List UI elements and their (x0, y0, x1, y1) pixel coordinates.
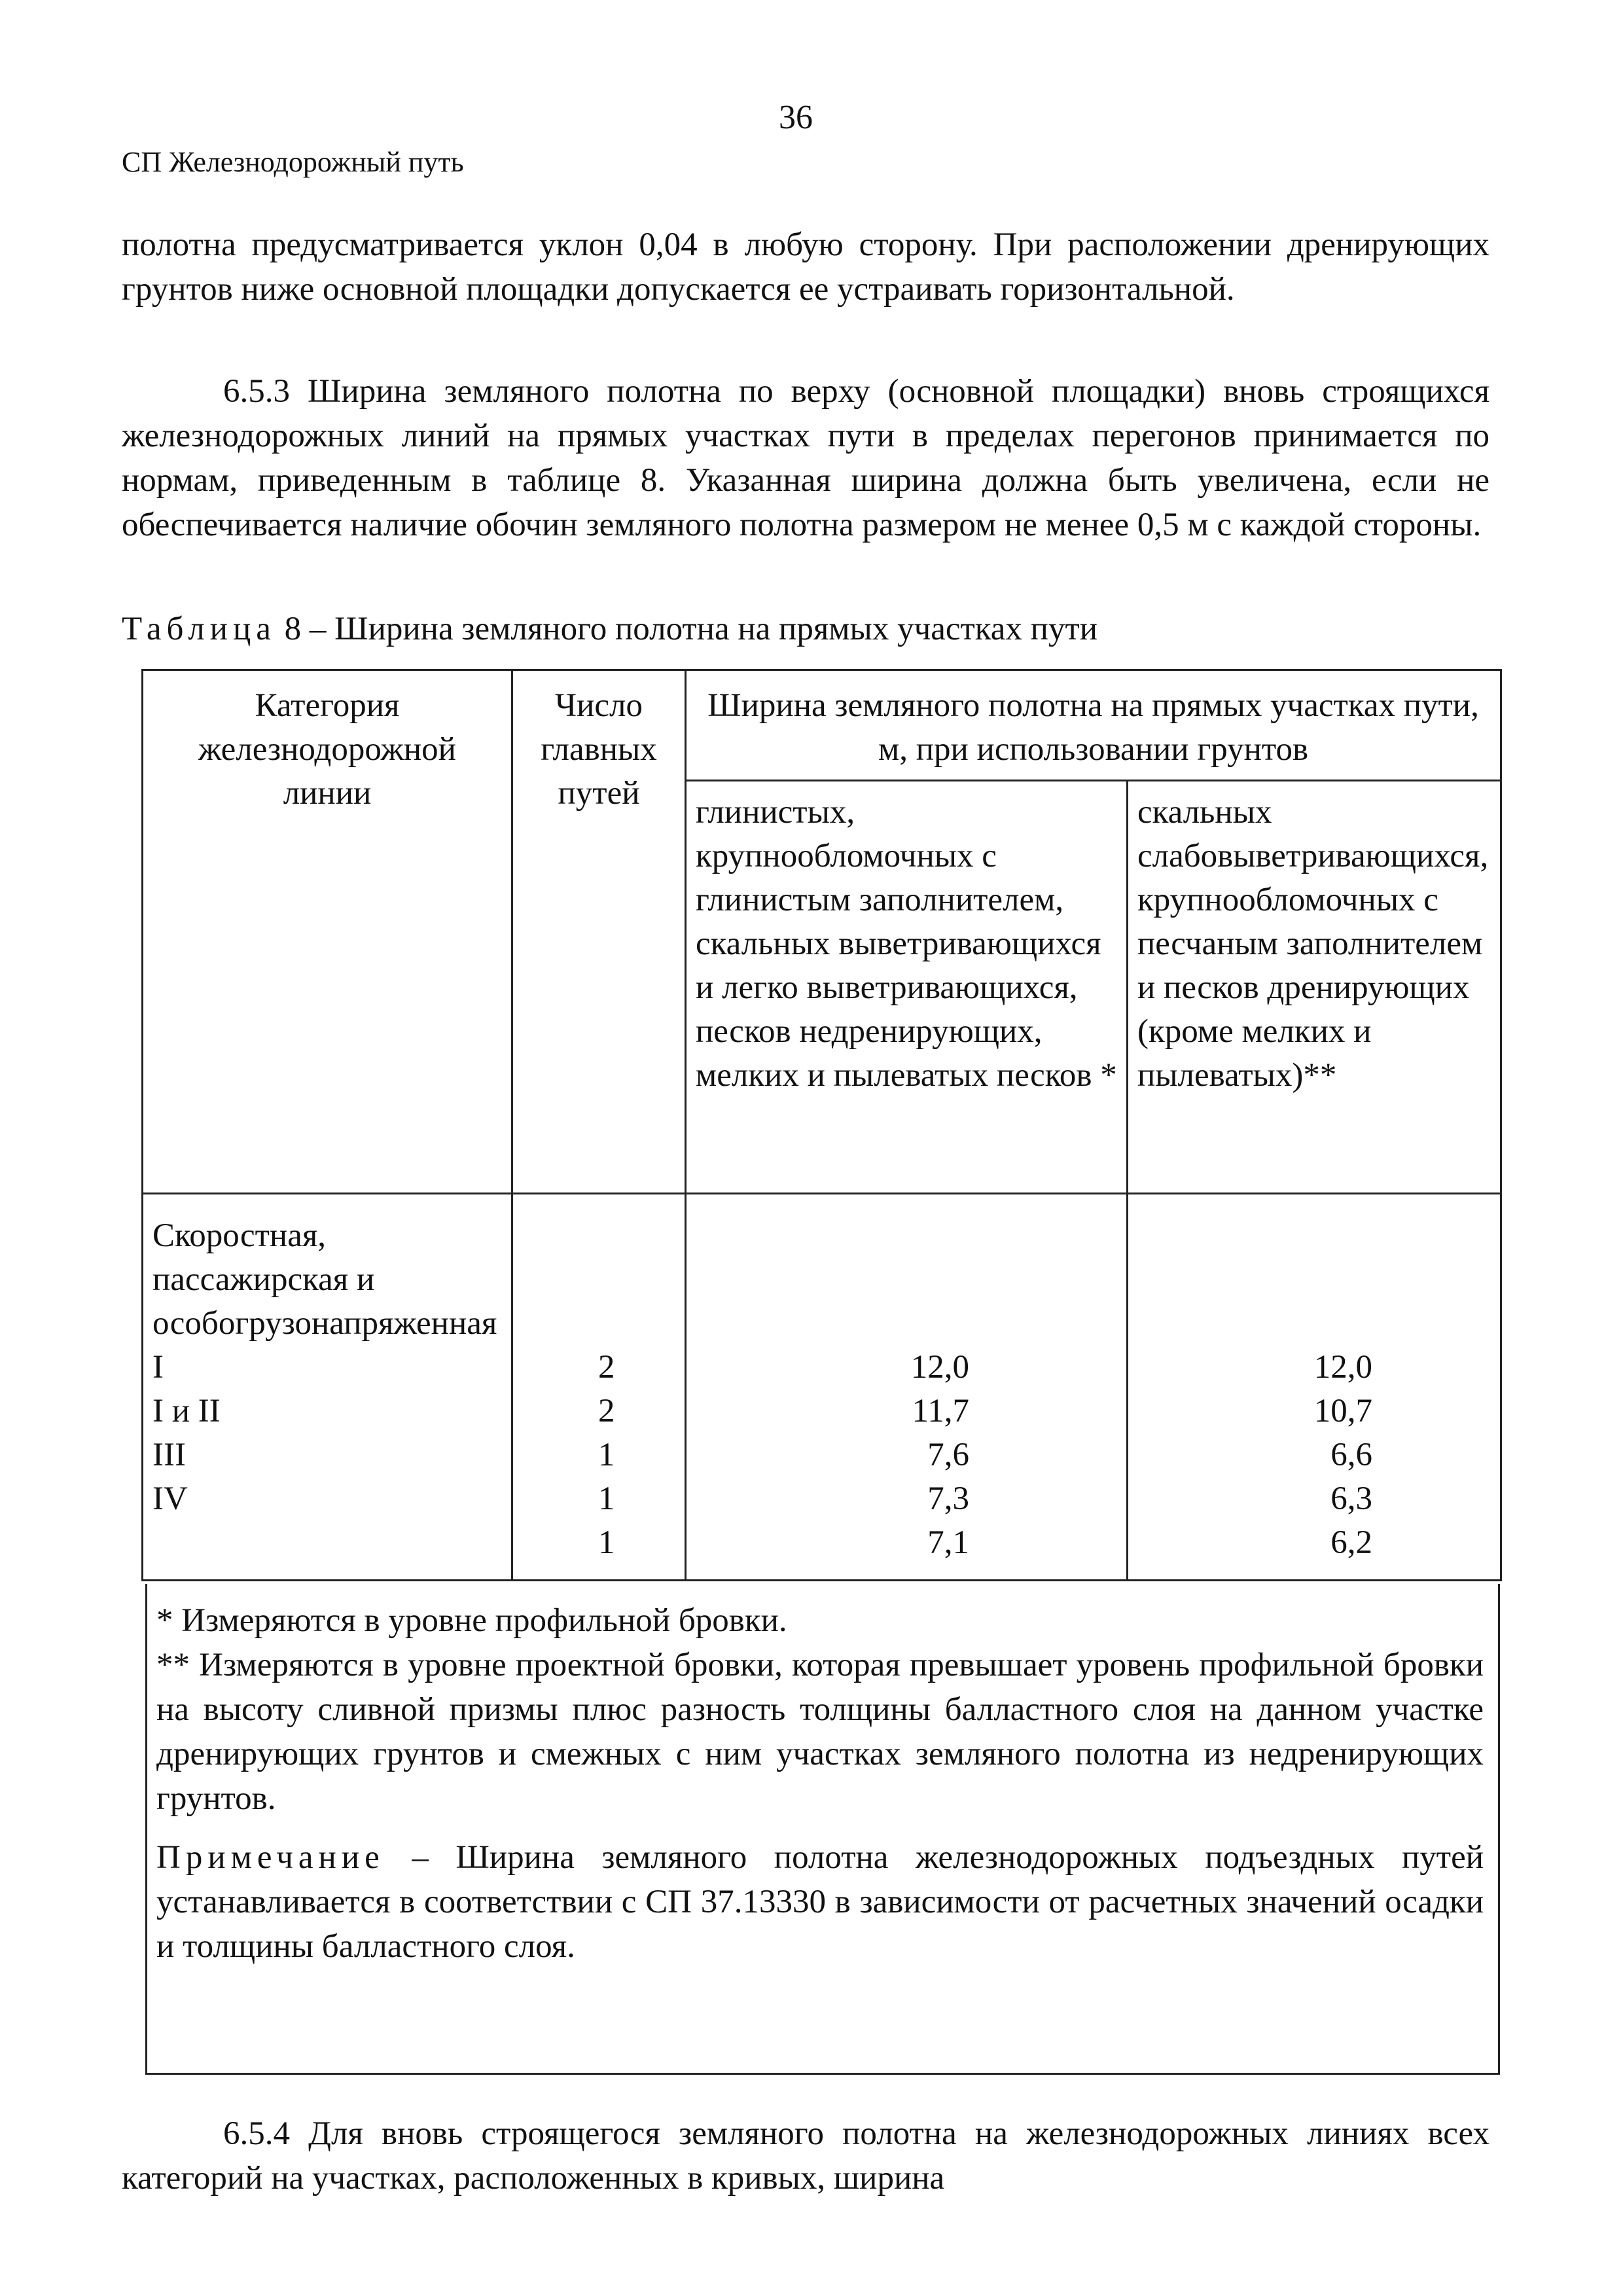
table-data-row (143, 1194, 1501, 1581)
header-width-group: Ширина земляного полотна на прямых участках пути, м, при использовании грунтов (686, 670, 1501, 781)
clay-width-cell: 7,1 (927, 1524, 969, 1561)
category-cell: I и II (152, 1393, 221, 1429)
note-text: – Ширина земляного полотна железнодорожных подъездных путей устанавливается в соответствии с СП 37.13330 в зависимости от расчетных значений осадки и толщины балластного слоя. (156, 1839, 1484, 1965)
header-rock-soils: скальных слабовыветривающихся, крупнообломочных с песчаным заполнителем и песков дренирующих (кроме мелких и пылеватых)** (1128, 781, 1501, 1194)
category-cell: Скоростная, пассажирская и особогрузонапряженная (152, 1217, 497, 1342)
header-clay-soils: глинистых, крупнообломочных с глинистым заполнителем, скальных выветривающихся и легко выветривающихся, песков недренирующих, мелких и пылеватых песков * (686, 781, 1128, 1194)
table-notes (145, 1584, 1500, 2075)
page-number: 36 (779, 99, 813, 136)
category-column (143, 1194, 512, 1581)
footnote-double-star: ** Измеряются в уровне проектной бровки, которая превышает уровень профильной бровки на высоту сливной призмы плюс разность толщины балластного слоя на данном участке дренирующих грунтов и смежных с ним участках земляного полотна из недренирующих грунтов. (156, 1647, 1484, 1817)
table-caption-label: Таблица (122, 611, 276, 647)
tracks-column (512, 1194, 686, 1581)
clay-width-cell: 12,0 (910, 1349, 969, 1386)
intro-paragraph: полотна предусматривается уклон 0,04 в любую сторону. При расположении дренирующих грунтов ниже основной площадки допускается ее устраивать горизонтальной. (122, 226, 1489, 308)
rock-width-column (1128, 1194, 1501, 1581)
note-label: Примечание (156, 1839, 385, 1876)
running-header: СП Железнодорожный путь (122, 146, 464, 178)
rock-width-cell: 6,6 (1330, 1437, 1372, 1473)
clay-width-cell: 11,7 (912, 1393, 969, 1429)
paragraph-6-5-4: 6.5.4 Для вновь строящегося земляного полотна на железнодорожных линиях всех категорий на участках, расположенных в кривых, ширина (122, 2115, 1489, 2197)
category-cell: IV (152, 1480, 188, 1517)
tracks-cell: 1 (598, 1524, 615, 1561)
category-cell: III (152, 1437, 186, 1473)
header-category: Категория железнодорожной линии (143, 670, 512, 1194)
width-table (141, 669, 1502, 1581)
tracks-cell: 2 (598, 1393, 615, 1429)
rock-width-cell: 6,2 (1330, 1524, 1372, 1561)
table-header-row (143, 670, 1501, 781)
table-caption-text: 8 – Ширина земляного полотна на прямых участках пути (284, 611, 1098, 647)
clay-width-column (686, 1194, 1128, 1581)
clay-width-cell: 7,6 (927, 1437, 969, 1473)
rock-width-cell: 6,3 (1330, 1480, 1372, 1517)
tracks-cell: 1 (598, 1480, 615, 1517)
footnote-single-star: * Измеряются в уровне профильной бровки. (156, 1602, 787, 1639)
tracks-cell: 2 (598, 1349, 615, 1386)
paragraph-6-5-3: 6.5.3 Ширина земляного полотна по верху (основной площадки) вновь строящихся железнодорожных линий на прямых участках пути в пределах перегонов принимается по нормам, приведенным в таблице 8. Указанная ширина должна быть увеличена, если не обеспечивается наличие обочин земляного полотна размером не менее 0,5 м с каждой стороны. (122, 373, 1489, 543)
rock-width-cell: 12,0 (1313, 1349, 1372, 1386)
table-caption (122, 610, 1097, 648)
header-tracks: Число главных путей (512, 670, 686, 1194)
clay-width-cell: 7,3 (927, 1480, 969, 1517)
category-cell: I (152, 1349, 164, 1386)
rock-width-cell: 10,7 (1313, 1393, 1372, 1429)
table-note (156, 1835, 1484, 1969)
tracks-cell: 1 (598, 1437, 615, 1473)
